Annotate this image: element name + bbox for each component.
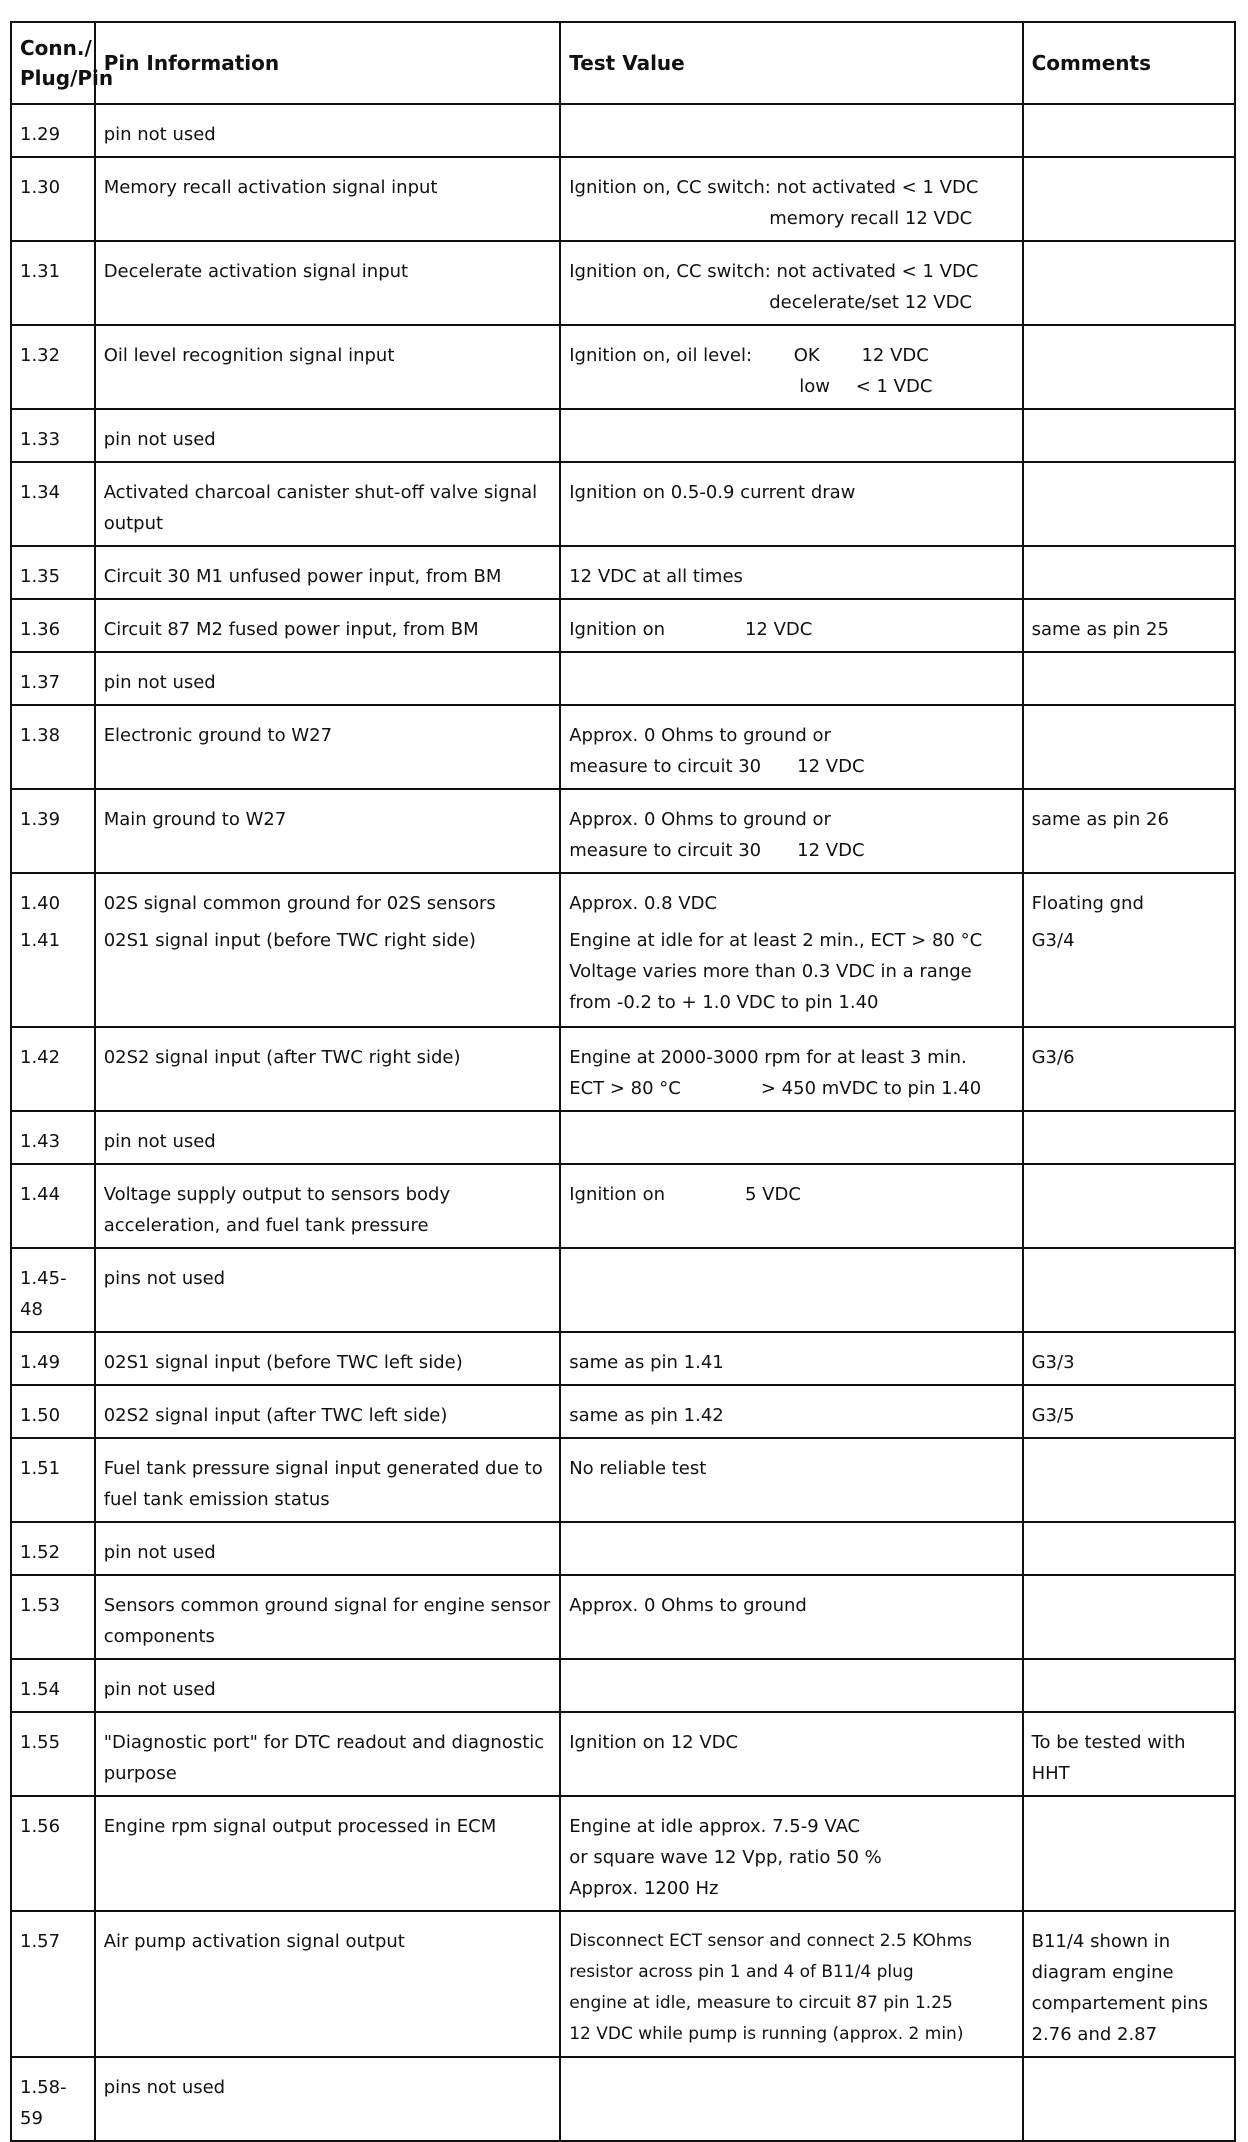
test-line: Approx. 0 Ohms to ground xyxy=(569,1595,807,1616)
info-cell: Oil level recognition signal input xyxy=(95,325,561,409)
pin-cell: 1.30 xyxy=(11,157,95,241)
pin-cell: 1.36 xyxy=(11,599,95,652)
comment-cell xyxy=(1023,325,1235,409)
comment-cell xyxy=(1023,157,1235,241)
info-cell: "Diagnostic port" for DTC readout and diagnostic purpose xyxy=(95,1712,561,1796)
table-row xyxy=(11,1385,1235,1438)
test-cell xyxy=(560,789,1022,873)
test-line: Approx. 0 Ohms to ground or xyxy=(569,725,831,746)
test-line: OK xyxy=(793,345,820,366)
info-cell: Sensors common ground signal for engine sensor components xyxy=(95,1575,561,1659)
table-row xyxy=(11,409,1235,462)
comment-cell xyxy=(1023,462,1235,546)
test-line: Ignition on xyxy=(569,1184,665,1205)
comment-cell: same as pin 25 xyxy=(1023,599,1235,652)
pin-cell: 1.31 xyxy=(11,241,95,325)
info-cell: 02S2 signal input (after TWC left side) xyxy=(95,1385,561,1438)
pin-cell: 1.54 xyxy=(11,1659,95,1712)
comment-line: G3/4 xyxy=(1031,930,1075,951)
test-line: Ignition on, CC switch: not activated < 1 VDC xyxy=(569,177,979,198)
test-cell xyxy=(560,241,1022,325)
test-line: Engine at 2000-3000 rpm for at least 3 min. xyxy=(569,1047,967,1068)
table-row xyxy=(11,789,1235,873)
pin-cell: 1.34 xyxy=(11,462,95,546)
test-cell xyxy=(560,1712,1022,1796)
comment-line: Floating gnd xyxy=(1031,893,1144,914)
info-cell: Memory recall activation signal input xyxy=(95,157,561,241)
comment-cell xyxy=(1023,409,1235,462)
pin-cell: 1.43 xyxy=(11,1111,95,1164)
pin-cell: 1.57 xyxy=(11,1911,95,2057)
pin-cell: 1.52 xyxy=(11,1522,95,1575)
info-cell: Fuel tank pressure signal input generated due to fuel tank emission status xyxy=(95,1438,561,1522)
table-row xyxy=(11,546,1235,599)
test-cell xyxy=(560,1575,1022,1659)
table-row xyxy=(11,1712,1235,1796)
info-cell: pin not used xyxy=(95,104,561,157)
comment-cell xyxy=(1023,705,1235,789)
comment-cell xyxy=(1023,546,1235,599)
test-cell xyxy=(560,705,1022,789)
info-cell: pin not used xyxy=(95,409,561,462)
test-cell xyxy=(560,599,1022,652)
comment-cell xyxy=(1023,104,1235,157)
info-cell: Activated charcoal canister shut-off valve signal output xyxy=(95,462,561,546)
table-row xyxy=(11,1522,1235,1575)
pin-cell: 1.53 xyxy=(11,1575,95,1659)
test-cell xyxy=(560,1438,1022,1522)
test-line: Approx. 0 Ohms to ground or xyxy=(569,809,831,830)
pin-cell: 1.33 xyxy=(11,409,95,462)
test-cell xyxy=(560,1248,1022,1332)
table-row xyxy=(11,1332,1235,1385)
comment-cell xyxy=(1023,2057,1235,2141)
test-cell xyxy=(560,1332,1022,1385)
test-line: Ignition on 12 VDC xyxy=(569,1732,739,1753)
pin-cell: 1.37 xyxy=(11,652,95,705)
test-line: low xyxy=(799,376,830,397)
test-line: 12 VDC while pump is running (approx. 2 min) xyxy=(569,2024,964,2044)
table-row xyxy=(11,705,1235,789)
comment-cell xyxy=(1023,1522,1235,1575)
info-cell: pin not used xyxy=(95,652,561,705)
test-cell xyxy=(560,1164,1022,1248)
table-row xyxy=(11,462,1235,546)
comment-cell: G3/3 xyxy=(1023,1332,1235,1385)
test-cell xyxy=(560,2057,1022,2141)
table-row xyxy=(11,325,1235,409)
test-line: decelerate/set 12 VDC xyxy=(769,292,972,313)
info-line: 02S signal common ground for 02S sensors xyxy=(103,893,496,914)
info-cell: Circuit 30 M1 unfused power input, from BM xyxy=(95,546,561,599)
info-cell: Decelerate activation signal input xyxy=(95,241,561,325)
test-cell xyxy=(560,462,1022,546)
info-cell: Circuit 87 M2 fused power input, from BM xyxy=(95,599,561,652)
comment-cell xyxy=(1023,1796,1235,1911)
comment-cell xyxy=(1023,1659,1235,1712)
pin-cell: 1.32 xyxy=(11,325,95,409)
info-cell: pin not used xyxy=(95,1659,561,1712)
test-line: same as pin 1.41 xyxy=(569,1352,724,1373)
header-test-value: Test Value xyxy=(560,22,1022,104)
info-cell: 02S2 signal input (after TWC right side) xyxy=(95,1027,561,1111)
test-line: 12 VDC at all times xyxy=(569,566,743,587)
comment-cell xyxy=(1023,241,1235,325)
test-line: engine at idle, measure to circuit 87 pin 1.25 xyxy=(569,1993,953,2013)
pin-cell xyxy=(11,873,95,1027)
comment-cell xyxy=(1023,652,1235,705)
test-line: from -0.2 to + 1.0 VDC to pin 1.40 xyxy=(569,992,879,1013)
test-line: measure to circuit 30 xyxy=(569,756,762,777)
table-row xyxy=(11,599,1235,652)
test-cell xyxy=(560,1111,1022,1164)
test-line: No reliable test xyxy=(569,1458,707,1479)
comment-cell: B11/4 shown in diagram engine compartement pins 2.76 and 2.87 xyxy=(1023,1911,1235,2057)
test-line: 12 VDC xyxy=(797,840,865,861)
info-cell: Electronic ground to W27 xyxy=(95,705,561,789)
table-row xyxy=(11,1659,1235,1712)
test-line: memory recall 12 VDC xyxy=(769,208,973,229)
table-row xyxy=(11,1248,1235,1332)
test-line: or square wave 12 Vpp, ratio 50 % xyxy=(569,1847,882,1868)
test-line: Disconnect ECT sensor and connect 2.5 KOhms xyxy=(569,1931,972,1951)
table-row xyxy=(11,1796,1235,1911)
test-line: Approx. 0.8 VDC xyxy=(569,893,718,914)
test-line: measure to circuit 30 xyxy=(569,840,762,861)
test-line: 5 VDC xyxy=(744,1184,801,1205)
test-cell xyxy=(560,1659,1022,1712)
comment-cell: G3/5 xyxy=(1023,1385,1235,1438)
test-line: 12 VDC xyxy=(797,756,865,777)
info-cell xyxy=(95,873,561,1027)
test-line: > 450 mVDC to pin 1.40 xyxy=(760,1078,982,1099)
table-row xyxy=(11,1027,1235,1111)
header-pin-info: Pin Information xyxy=(95,22,561,104)
info-line: 02S1 signal input (before TWC right side) xyxy=(103,930,476,951)
pin-cell: 1.55 xyxy=(11,1712,95,1796)
test-cell xyxy=(560,546,1022,599)
test-line: 12 VDC xyxy=(744,619,813,640)
test-cell xyxy=(560,1911,1022,2057)
pin-cell: 1.38 xyxy=(11,705,95,789)
test-cell xyxy=(560,104,1022,157)
comment-cell xyxy=(1023,1111,1235,1164)
table-row xyxy=(11,104,1235,157)
test-cell xyxy=(560,1385,1022,1438)
info-cell: Engine rpm signal output processed in ECM xyxy=(95,1796,561,1911)
pin-label: 1.41 xyxy=(20,930,61,951)
test-line: < 1 VDC xyxy=(855,376,933,397)
comment-cell: G3/6 xyxy=(1023,1027,1235,1111)
table-row xyxy=(11,157,1235,241)
table-row xyxy=(11,1111,1235,1164)
comment-cell xyxy=(1023,873,1235,1027)
pin-label: 1.40 xyxy=(20,893,61,914)
table-row xyxy=(11,1575,1235,1659)
info-cell: Voltage supply output to sensors body acceleration, and fuel tank pressure xyxy=(95,1164,561,1248)
pin-cell: 1.35 xyxy=(11,546,95,599)
test-cell xyxy=(560,652,1022,705)
comment-cell: To be tested with HHT xyxy=(1023,1712,1235,1796)
test-line: Ignition on xyxy=(569,619,665,640)
pin-cell: 1.39 xyxy=(11,789,95,873)
info-cell: pins not used xyxy=(95,2057,561,2141)
pin-cell: 1.51 xyxy=(11,1438,95,1522)
comment-cell xyxy=(1023,1575,1235,1659)
test-cell xyxy=(560,873,1022,1027)
test-cell xyxy=(560,409,1022,462)
test-line: Engine at idle approx. 7.5-9 VAC xyxy=(569,1816,861,1837)
table-row xyxy=(11,1164,1235,1248)
header-comments: Comments xyxy=(1023,22,1235,104)
comment-cell xyxy=(1023,1438,1235,1522)
info-cell: Main ground to W27 xyxy=(95,789,561,873)
table-row xyxy=(11,1911,1235,2057)
test-line: resistor across pin 1 and 4 of B11/4 plug xyxy=(569,1962,914,1982)
test-cell xyxy=(560,1522,1022,1575)
table-row xyxy=(11,241,1235,325)
table-row xyxy=(11,873,1235,1027)
info-cell: pin not used xyxy=(95,1522,561,1575)
test-cell xyxy=(560,157,1022,241)
info-cell: pins not used xyxy=(95,1248,561,1332)
comment-cell xyxy=(1023,1248,1235,1332)
test-line: Ignition on, oil level: xyxy=(569,345,753,366)
test-line: Engine at idle for at least 2 min., ECT > 80 °C xyxy=(569,930,983,951)
pinout-table xyxy=(10,21,1236,2142)
pin-cell: 1.58-59 xyxy=(11,2057,95,2141)
test-cell xyxy=(560,325,1022,409)
pin-cell: 1.49 xyxy=(11,1332,95,1385)
info-cell: pin not used xyxy=(95,1111,561,1164)
test-line: Ignition on 0.5-0.9 current draw xyxy=(569,482,856,503)
pin-cell: 1.29 xyxy=(11,104,95,157)
comment-cell xyxy=(1023,1164,1235,1248)
test-line: Ignition on, CC switch: not activated < 1 VDC xyxy=(569,261,979,282)
test-cell xyxy=(560,1796,1022,1911)
table-row xyxy=(11,652,1235,705)
info-cell: 02S1 signal input (before TWC left side) xyxy=(95,1332,561,1385)
test-line: Approx. 1200 Hz xyxy=(569,1878,719,1899)
pin-cell: 1.56 xyxy=(11,1796,95,1911)
info-cell: Air pump activation signal output xyxy=(95,1911,561,2057)
pin-cell: 1.45-48 xyxy=(11,1248,95,1332)
test-line: Voltage varies more than 0.3 VDC in a range xyxy=(569,961,972,982)
test-line: ECT > 80 °C xyxy=(569,1078,681,1099)
test-line: 12 VDC xyxy=(861,345,929,366)
pinout-table-container xyxy=(10,21,1236,2142)
header-row xyxy=(11,22,1235,104)
header-conn: Conn./ Plug/Pin xyxy=(11,22,95,104)
pin-cell: 1.50 xyxy=(11,1385,95,1438)
test-line: same as pin 1.42 xyxy=(569,1405,724,1426)
table-row xyxy=(11,2057,1235,2141)
test-cell xyxy=(560,1027,1022,1111)
pin-cell: 1.42 xyxy=(11,1027,95,1111)
comment-cell: same as pin 26 xyxy=(1023,789,1235,873)
pin-cell: 1.44 xyxy=(11,1164,95,1248)
table-row xyxy=(11,1438,1235,1522)
